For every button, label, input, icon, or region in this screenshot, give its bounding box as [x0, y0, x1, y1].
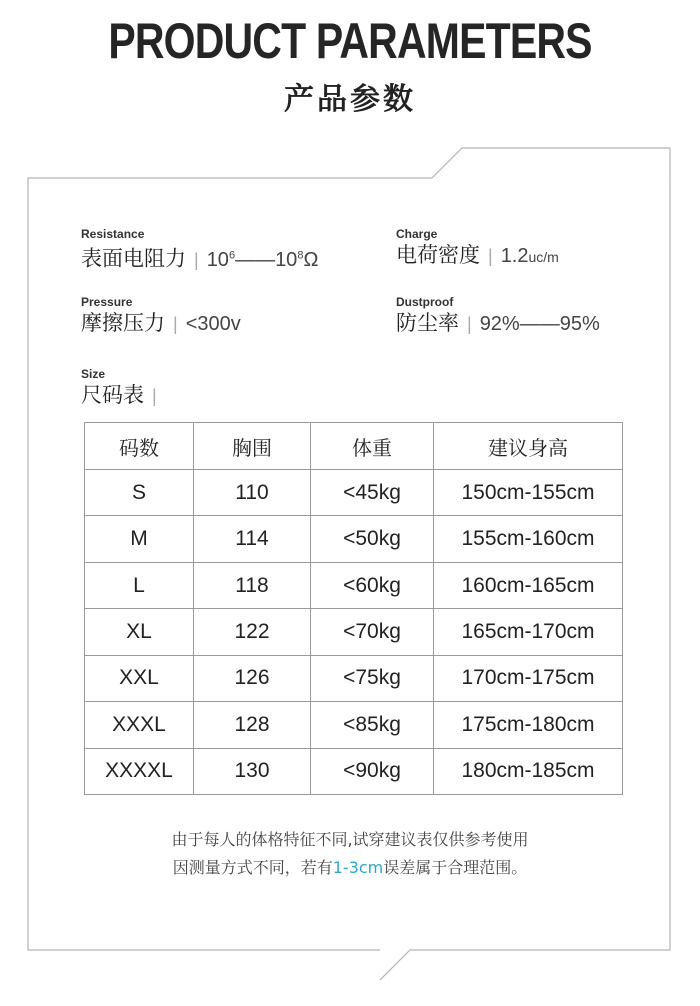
table-cell: 118 — [194, 562, 311, 608]
param-charge-value: 1.2uc/m — [500, 245, 559, 267]
table-cell: 160cm-165cm — [434, 562, 623, 608]
table-row — [85, 562, 623, 608]
table-row — [85, 702, 623, 748]
table-cell: XXL — [85, 655, 194, 701]
table-cell: 110 — [194, 470, 311, 516]
size-table-header: 胸围 — [194, 423, 311, 470]
table-cell: <60kg — [311, 562, 434, 608]
note-highlight: 1-3cm — [332, 858, 384, 877]
table-cell: <50kg — [311, 516, 434, 562]
param-resistance — [81, 227, 318, 274]
table-row — [85, 516, 623, 562]
param-pressure-label-en: Pressure — [81, 295, 133, 309]
table-cell: 122 — [194, 609, 311, 655]
table-cell: 175cm-180cm — [434, 702, 623, 748]
table-cell: XXXL — [85, 702, 194, 748]
table-row — [85, 655, 623, 701]
note-line-1: 由于每人的体格特征不同,试穿建议表仅供参考使用 — [171, 830, 529, 849]
size-table-header: 码数 — [85, 423, 194, 470]
table-cell: <90kg — [311, 748, 434, 794]
table-cell: 128 — [194, 702, 311, 748]
param-separator: | — [467, 314, 472, 334]
param-charge — [396, 227, 559, 271]
param-size-label-en: Size — [81, 367, 106, 381]
param-resistance-value: $10^6——10^8\Omega$ — [206, 248, 319, 271]
param-separator: | — [173, 314, 178, 334]
table-cell: 114 — [194, 516, 311, 562]
size-table-header: 体重 — [311, 423, 434, 470]
page-title-en: PRODUCT PARAMETERS — [108, 13, 592, 69]
param-dustproof-label-en: Dustproof — [396, 295, 454, 309]
size-table — [84, 422, 623, 795]
table-row — [85, 748, 623, 794]
param-resistance-label-cn: 表面电阻力 — [81, 246, 186, 271]
table-cell: 170cm-175cm — [434, 655, 623, 701]
table-cell: <75kg — [311, 655, 434, 701]
param-pressure-label-cn: 摩擦压力 — [81, 311, 165, 335]
table-row — [85, 609, 623, 655]
table-cell: 155cm-160cm — [434, 516, 623, 562]
param-separator: | — [488, 246, 493, 266]
table-row — [85, 470, 623, 516]
param-separator: | — [152, 386, 157, 406]
param-pressure-value: <300v — [185, 313, 241, 335]
param-dustproof — [396, 295, 600, 338]
table-cell: M — [85, 516, 194, 562]
page-title-cn: 产品参数 — [284, 82, 416, 117]
size-table-header-row — [85, 423, 623, 470]
table-cell: <70kg — [311, 609, 434, 655]
param-separator: | — [194, 249, 199, 270]
table-cell: 180cm-185cm — [434, 748, 623, 794]
table-cell: XXXXL — [85, 748, 194, 794]
size-disclaimer-note — [0, 826, 700, 882]
table-cell: 130 — [194, 748, 311, 794]
table-cell: L — [85, 562, 194, 608]
param-pressure — [81, 295, 241, 338]
param-size — [81, 367, 165, 410]
param-charge-label-en: Charge — [396, 227, 438, 241]
param-size-label-cn: 尺码表 — [81, 383, 144, 407]
size-table-header: 建议身高 — [434, 423, 623, 470]
param-dustproof-label-cn: 防尘率 — [396, 311, 459, 335]
table-cell: 126 — [194, 655, 311, 701]
param-charge-label-cn: 电荷密度 — [396, 243, 480, 267]
table-cell: 150cm-155cm — [434, 470, 623, 516]
param-dustproof-value: 92%——95% — [479, 313, 600, 335]
note-line-2: 因测量方式不同，若有1-3cm误差属于合理范围。 — [172, 858, 528, 877]
table-cell: XL — [85, 609, 194, 655]
table-cell: 165cm-170cm — [434, 609, 623, 655]
table-cell: <85kg — [311, 702, 434, 748]
table-cell: <45kg — [311, 470, 434, 516]
table-cell: S — [85, 470, 194, 516]
param-resistance-label-en: Resistance — [81, 227, 145, 241]
